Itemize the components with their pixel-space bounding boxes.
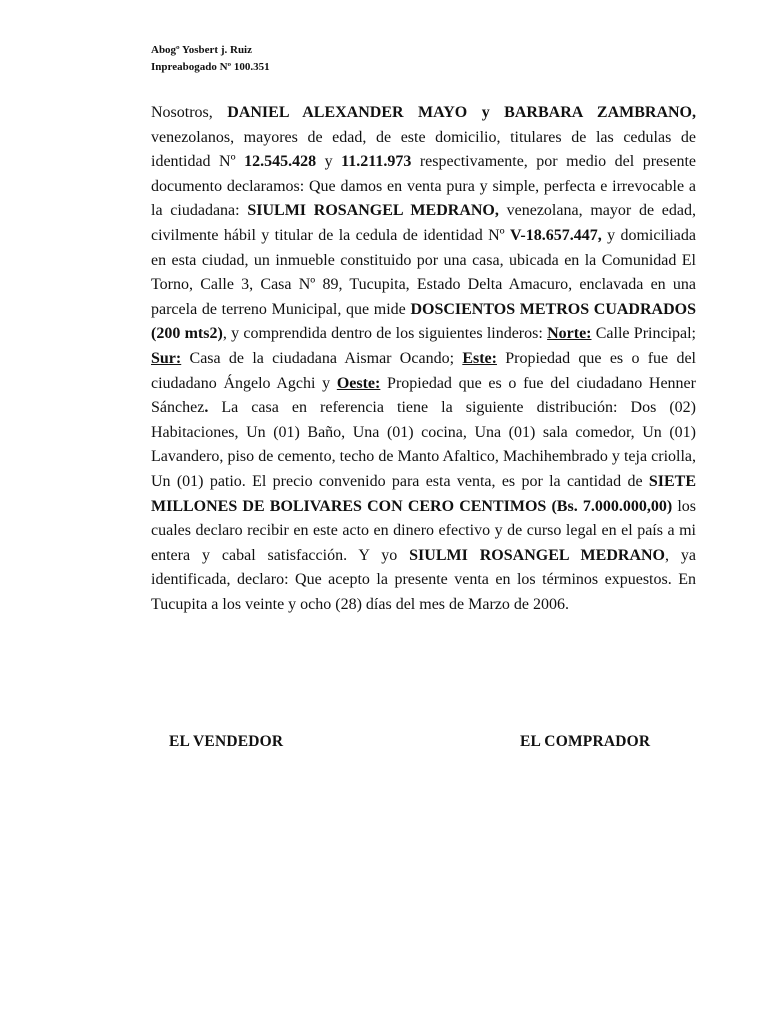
buyer-id: V-18.657.447, bbox=[510, 226, 602, 244]
body-text: Propiedad que es o fue del ciudadano Ángelo Agchi y bbox=[151, 349, 697, 392]
body-text: La casa en referencia tiene la siguiente distribución: Dos (02) Habitaciones, Un (01) Baño, Una (01) cocina, Una (01) sala comedor, Un (01) Lavandero, piso de cemento, techo de Manto Afaltico, Machihembrado y teja criolla, Un (01) patio. El precio convenido para esta venta, es por la cantidad de bbox=[151, 399, 696, 490]
body-text: y bbox=[316, 153, 342, 171]
buyer-signature-label: EL COMPRADOR bbox=[520, 733, 651, 750]
body-text: Casa de la ciudadana Aismar Ocando; bbox=[181, 349, 463, 367]
lawyer-registration: Inpreabogado Nº 100.351 bbox=[151, 61, 270, 73]
body-text: los cuales declaro recibir en este acto en dinero efectivo y de curso legal en el país a mi entera y cabal satisfacción. Y yo bbox=[151, 497, 696, 564]
body-text: respectivamente, por medio del presente documento declaramos: Que damos en venta pura y simple, perfecta e irrevocable a la ciudadana: bbox=[151, 153, 697, 220]
body-text: Nosotros, bbox=[151, 104, 228, 121]
bold-period: . bbox=[204, 399, 209, 417]
body-text: , ya identificada, declaro: Que acepto la presente venta en los términos expuestos. En Tucupita a los veinte y ocho (28) días del mes de Marzo de 2006. bbox=[151, 546, 697, 613]
seller-id-1: 12.545.428 bbox=[244, 153, 317, 171]
sellers-names: DANIEL ALEXANDER MAYO y BARBARA ZAMBRANO, bbox=[227, 104, 697, 121]
seller-id-2: 11.211.973 bbox=[341, 153, 412, 171]
buyer-name-acceptance: SIULMI ROSANGEL MEDRANO bbox=[409, 546, 665, 564]
seller-signature-label: EL VENDEDOR bbox=[169, 733, 284, 750]
buyer-name: SIULMI ROSANGEL MEDRANO, bbox=[247, 202, 499, 220]
lawyer-name: Abogº Yosbert j. Ruiz bbox=[151, 44, 252, 56]
contract-body bbox=[151, 101, 696, 617]
body-text: , y comprendida dentro de los siguientes linderos: bbox=[222, 325, 548, 343]
boundary-west-label: Oeste: bbox=[336, 374, 381, 392]
body-text: Calle Principal; bbox=[591, 325, 697, 343]
boundary-east-label: Este: bbox=[462, 349, 497, 367]
letterhead bbox=[151, 42, 270, 76]
body-text: Propiedad que es o fue del ciudadano Henner Sánchez bbox=[151, 374, 696, 417]
sale-price: SIETE MILLONES DE BOLIVARES CON CERO CENTIMOS (Bs. 7.000.000,00) bbox=[151, 472, 696, 515]
boundary-north-label: Norte: bbox=[547, 325, 592, 343]
body-text: venezolanos, mayores de edad, de este domicilio, titulares de las cedulas de identidad Nº bbox=[151, 128, 696, 171]
boundary-south-label: Sur: bbox=[151, 349, 182, 367]
property-area: DOSCIENTOS METROS CUADRADOS (200 mts2) bbox=[151, 300, 696, 343]
body-text: y domiciliada en esta ciudad, un inmueble constituido por una casa, ubicada en la Comunidad El Torno, Calle 3, Casa Nº 89, Tucupita, Estado Delta Amacuro, enclavada en una parcela de terreno Municipal, que mide bbox=[151, 226, 696, 318]
body-text: venezolana, mayor de edad, civilmente hábil y titular de la cedula de identidad Nº bbox=[151, 202, 696, 244]
